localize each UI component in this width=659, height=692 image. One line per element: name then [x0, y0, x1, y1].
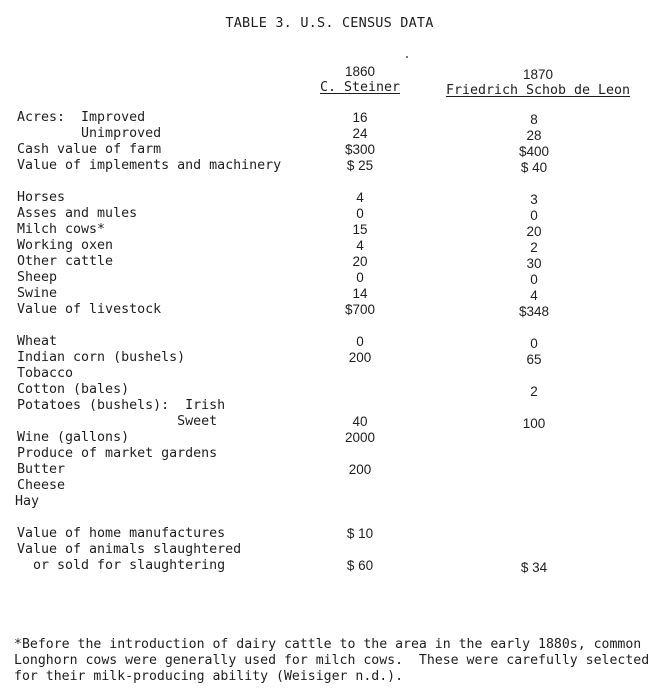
- value-1860: 2000: [344, 430, 376, 445]
- table-row: [0, 142, 659, 158]
- row-label: Swine: [17, 286, 58, 301]
- row-label: Horses: [17, 190, 66, 205]
- row-label: Butter: [17, 462, 66, 477]
- value-1860: 40: [352, 414, 368, 429]
- value-1870: 28: [526, 128, 542, 143]
- value-1860: 200: [348, 462, 372, 477]
- table-row: [0, 126, 659, 142]
- row-label: Asses and mules: [17, 206, 138, 221]
- value-1870: 0: [530, 208, 538, 223]
- row-label: Indian corn (bushels): [17, 350, 186, 365]
- table-row: [0, 366, 659, 382]
- value-1860: 4: [356, 238, 364, 253]
- value-1860: $700: [344, 302, 376, 317]
- value-1870: 2: [530, 384, 538, 399]
- value-1870: 4: [530, 288, 538, 303]
- table-row: [0, 478, 659, 494]
- column-year: 1870: [522, 67, 554, 82]
- row-label: Acres: Improved: [17, 110, 146, 125]
- table-row: [0, 302, 659, 318]
- value-1870: 30: [526, 256, 542, 271]
- column-name: C. Steiner: [319, 80, 401, 95]
- column-name: Friedrich Schob de Leon: [445, 83, 631, 98]
- row-label: Value of animals slaughtered: [17, 542, 242, 557]
- value-1870: 0: [530, 336, 538, 351]
- value-1870: $348: [518, 304, 550, 319]
- value-1860: $ 10: [346, 526, 374, 541]
- table-row: [0, 414, 659, 430]
- value-1870: $ 34: [520, 560, 548, 575]
- row-label: Produce of market gardens: [17, 446, 218, 461]
- value-1860: 16: [352, 110, 368, 125]
- table-row: [0, 110, 659, 126]
- table-row: [0, 206, 659, 222]
- value-1860: 200: [348, 350, 372, 365]
- value-1860: 0: [356, 334, 364, 349]
- table-row: [0, 350, 659, 366]
- table-row: [0, 558, 659, 574]
- value-1870: 100: [522, 416, 546, 431]
- row-label: Cash value of farm: [17, 142, 162, 157]
- table-row: [0, 190, 659, 206]
- row-label: Sheep: [17, 270, 58, 285]
- value-1870: 65: [526, 352, 542, 367]
- column-year: 1860: [344, 64, 376, 79]
- row-label: Unimproved: [17, 126, 162, 141]
- table-row: [0, 382, 659, 398]
- value-1870: 8: [530, 112, 538, 127]
- row-label: Tobacco: [17, 366, 74, 381]
- table-row: [0, 494, 659, 510]
- row-label: Milch cows*: [17, 222, 106, 237]
- value-1870: 0: [530, 272, 538, 287]
- row-label: Wine (gallons): [17, 430, 130, 445]
- value-1860: 4: [356, 190, 364, 205]
- table-row: [0, 334, 659, 350]
- row-label: Cotton (bales): [17, 382, 130, 397]
- row-label: Cheese: [17, 478, 66, 493]
- table-row: [0, 398, 659, 414]
- table-row: [0, 286, 659, 302]
- row-label: Value of implements and machinery: [17, 158, 282, 173]
- row-label: or sold for slaughtering: [17, 558, 226, 573]
- table-row: [0, 462, 659, 478]
- table-row: [0, 222, 659, 238]
- table-row: [0, 542, 659, 558]
- row-label: Value of home manufactures: [17, 526, 226, 541]
- row-label: Potatoes (bushels): Irish: [17, 398, 226, 413]
- value-1870: 20: [526, 224, 542, 239]
- column-header-1870: [440, 67, 636, 99]
- row-label: Other cattle: [17, 254, 114, 269]
- column-header-1860: [310, 64, 410, 96]
- value-1870: 2: [530, 240, 538, 255]
- footnote: *Before the introduction of dairy cattle to the area in the early 1880s, common Longhorn cows were generally used for milch cows. These were carefully selected for their milk-producing ability (Weisiger n.d.).: [14, 637, 650, 684]
- row-label: Working oxen: [17, 238, 114, 253]
- row-label: Wheat: [17, 334, 58, 349]
- table-row: [0, 430, 659, 446]
- value-1870: $ 40: [520, 160, 548, 175]
- value-1860: $ 60: [346, 558, 374, 573]
- table-row: [0, 270, 659, 286]
- table-row: [0, 446, 659, 462]
- value-1860: 15: [352, 222, 368, 237]
- table-title: TABLE 3. U.S. CENSUS DATA: [225, 15, 434, 31]
- value-1860: 20: [352, 254, 368, 269]
- row-label: Hay: [15, 494, 40, 509]
- table-row: [0, 238, 659, 254]
- row-label: Value of livestock: [17, 302, 162, 317]
- row-label: Sweet: [17, 414, 218, 429]
- stray-mark: [406, 56, 408, 58]
- value-1860: $ 25: [346, 158, 374, 173]
- value-1860: 0: [356, 206, 364, 221]
- table-row: [0, 254, 659, 270]
- table-row: [0, 158, 659, 174]
- table-row: [0, 526, 659, 542]
- value-1860: 24: [352, 126, 368, 141]
- value-1860: 0: [356, 270, 364, 285]
- value-1860: 14: [352, 286, 368, 301]
- value-1870: $400: [518, 144, 550, 159]
- value-1860: $300: [344, 142, 376, 157]
- value-1870: 3: [530, 192, 538, 207]
